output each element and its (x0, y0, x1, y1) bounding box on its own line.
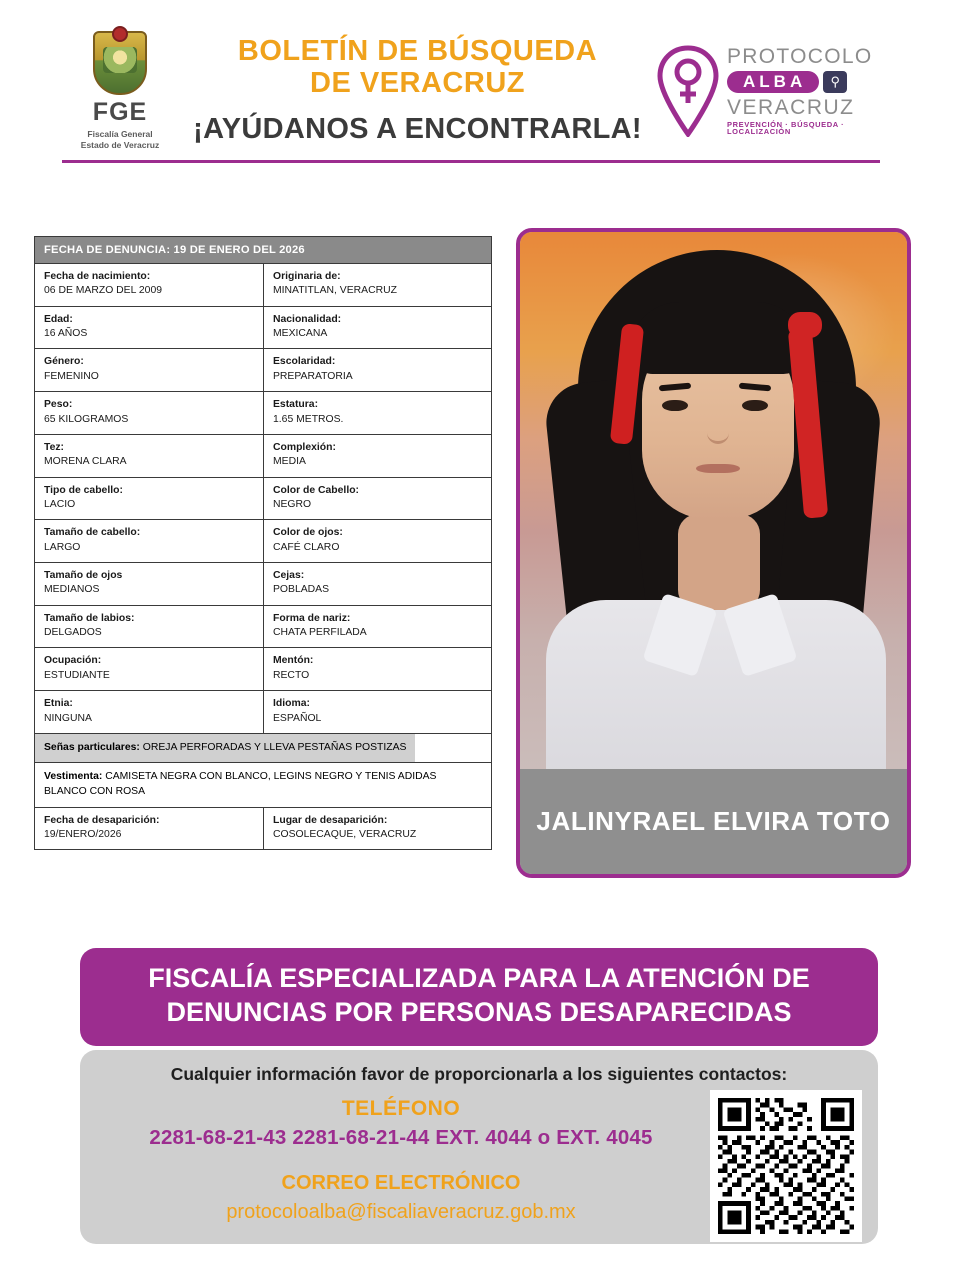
missing-person-name-bar (520, 769, 907, 874)
search-icon: ⚲ (823, 71, 847, 93)
photo-neck (678, 514, 760, 610)
venus-pin-icon (655, 45, 721, 137)
field-label: Tamaño de ojos (44, 570, 123, 582)
field-tamano-cabello (35, 520, 263, 562)
field-label: Tez: (44, 441, 65, 453)
table-row (35, 264, 491, 307)
bulletin-title-line1: BOLETÍN DE BÚSQUEDA (237, 34, 598, 67)
header-titles (180, 35, 655, 147)
field-nacionalidad (263, 307, 491, 349)
field-label: Color de ojos: (273, 527, 343, 539)
table-row (35, 808, 491, 850)
field-estatura (263, 392, 491, 434)
field-label: Edad: (44, 313, 73, 325)
field-value: POBLADAS (273, 584, 330, 596)
contact-details (96, 1097, 706, 1224)
email-label: CORREO ELECTRÓNICO (281, 1171, 521, 1194)
field-value: CAMISETA NEGRA CON BLANCO, LEGINS NEGRO Y TENIS ADIDAS BLANCO CON ROSA (44, 771, 437, 798)
field-label: Tamaño de labios: (44, 612, 135, 624)
table-row (35, 763, 491, 807)
field-label: Tamaño de cabello: (44, 527, 141, 539)
table-row (35, 435, 491, 478)
field-menton (263, 648, 491, 690)
alba-tagline: PREVENCIÓN · BÚSQUEDA · LOCALIZACIÓN (727, 119, 845, 136)
field-label: Lugar de desaparición: (273, 814, 388, 826)
field-value: FEMENINO (44, 370, 99, 382)
table-row (35, 349, 491, 392)
field-value: LARGO (44, 541, 81, 553)
field-vestimenta (35, 763, 491, 806)
field-fecha-nacimiento (35, 264, 263, 306)
record-table (34, 236, 492, 850)
field-value: MINATITLAN, VERACRUZ (273, 285, 397, 297)
field-lugar-desaparicion (263, 808, 491, 850)
field-tipo-cabello (35, 478, 263, 520)
alba-wordmark (727, 46, 900, 136)
field-label: Color de Cabello: (273, 484, 360, 496)
field-value: CHATA PERFILADA (273, 627, 367, 639)
field-label: Género: (44, 356, 84, 368)
field-label: Mentón: (273, 655, 314, 667)
photo-eye-right (742, 400, 768, 411)
missing-person-name: JALINYRAEL ELVIRA TOTO (536, 806, 891, 836)
field-tamano-labios (35, 606, 263, 648)
field-value: RECTO (273, 669, 310, 681)
field-label: Originaria de: (273, 271, 341, 282)
contact-body (80, 1050, 878, 1244)
field-escolaridad (263, 349, 491, 391)
field-label: Cejas: (273, 570, 305, 582)
field-tamano-ojos (35, 563, 263, 605)
photo-mouth (696, 464, 740, 473)
field-value: MEDIANOS (44, 584, 100, 596)
field-originaria-de (263, 264, 491, 306)
fge-org-name (81, 129, 159, 150)
fiscalia-banner-line1: FISCALÍA ESPECIALIZADA PARA LA ATENCIÓN DE (148, 963, 810, 993)
field-label: Fecha de desaparición: (44, 814, 160, 826)
field-label: Vestimenta: (44, 771, 103, 783)
field-value: LACIO (44, 498, 76, 510)
email-address[interactable]: protocoloalba@fiscaliaveracruz.gob.mx (226, 1200, 576, 1223)
photo-eye-left (662, 400, 688, 411)
phone-label: TELÉFONO (341, 1096, 461, 1120)
photo-shirt (546, 600, 886, 777)
table-row (35, 648, 491, 691)
field-value: OREJA PERFORADAS Y LLEVA PESTAÑAS POSTIZAS (142, 741, 407, 753)
alba-pill-text: ALBA (727, 71, 819, 93)
field-ocupacion (35, 648, 263, 690)
qr-code[interactable] (710, 1090, 862, 1242)
contact-lead-text: Cualquier información favor de proporcionarla a los siguientes contactos: (170, 1063, 788, 1084)
field-value: ESTUDIANTE (44, 669, 110, 681)
table-row (35, 563, 491, 606)
field-label: Etnia: (44, 698, 73, 710)
field-label: Ocupación: (44, 655, 102, 667)
field-fecha-desaparicion (35, 808, 263, 850)
field-label: Tipo de cabello: (44, 484, 123, 496)
field-value: NINGUNA (44, 712, 92, 724)
field-idioma (263, 691, 491, 733)
field-etnia (35, 691, 263, 733)
bulletin-subtitle: ¡AYÚDANOS A ENCONTRARLA! (193, 113, 642, 146)
table-row (35, 691, 491, 734)
field-label: Peso: (44, 399, 73, 411)
field-label: Forma de nariz: (273, 612, 351, 624)
fiscalia-banner-line2: DENUNCIAS POR PERSONAS DESAPARECIDAS (166, 996, 792, 1027)
field-complexion (263, 435, 491, 477)
field-label: Estatura: (273, 399, 319, 411)
field-peso (35, 392, 263, 434)
fge-logo (60, 31, 180, 150)
bulletin-title-line2: DE VERACRUZ (310, 67, 525, 99)
alba-protocolo-text: PROTOCOLO (727, 44, 873, 68)
field-label: Fecha de nacimiento: (44, 271, 151, 282)
field-label: Idioma: (273, 698, 310, 710)
field-value: 1.65 METROS. (273, 413, 344, 425)
field-value: MEXICANA (273, 328, 328, 340)
report-date-header: FECHA DE DENUNCIA: 19 DE ENERO DEL 2026 (35, 237, 491, 264)
fge-org-name-line2: Estado de Veracruz (80, 139, 160, 150)
phone-numbers[interactable]: 2281-68-21-43 2281-68-21-44 EXT. 4044 o EXT. 4045 (149, 1125, 653, 1149)
field-value: 06 DE MARZO DEL 2009 (44, 285, 163, 297)
field-value: CAFÉ CLARO (273, 541, 340, 553)
field-label: Señas particulares: (44, 741, 140, 753)
field-value: MEDIA (273, 456, 306, 468)
table-row (35, 307, 491, 350)
field-cejas (263, 563, 491, 605)
field-senas-particulares (35, 734, 415, 763)
table-row (35, 392, 491, 435)
field-value: 65 KILOGRAMOS (44, 413, 129, 425)
fge-org-name-line1: Fiscalía General (87, 128, 153, 139)
table-row (35, 478, 491, 521)
field-forma-nariz (263, 606, 491, 648)
field-color-ojos (263, 520, 491, 562)
field-color-cabello (263, 478, 491, 520)
fiscalia-banner (80, 948, 878, 1046)
field-value: 16 AÑOS (44, 328, 88, 340)
coat-of-arms-icon (93, 31, 147, 95)
field-label: Nacionalidad: (273, 313, 342, 325)
field-value: DELGADOS (44, 627, 102, 639)
table-row (35, 520, 491, 563)
missing-person-photo (520, 232, 907, 777)
field-value: MORENA CLARA (44, 456, 127, 468)
field-value: 19/ENERO/2026 (44, 828, 122, 840)
alba-badge-row (727, 71, 900, 93)
field-value: PREPARATORIA (273, 370, 353, 382)
field-label: Escolaridad: (273, 356, 336, 368)
field-label: Complexión: (273, 441, 336, 453)
field-value: ESPAÑOL (273, 712, 322, 724)
field-value: NEGRO (273, 498, 312, 510)
contact-footer (80, 948, 878, 1244)
fge-acronym: FGE (92, 97, 148, 126)
page-header (60, 18, 900, 163)
field-edad (35, 307, 263, 349)
field-genero (35, 349, 263, 391)
table-row (35, 734, 491, 764)
missing-person-photo-card (516, 228, 911, 878)
field-tez (35, 435, 263, 477)
alba-veracruz-text: VERACRUZ (727, 95, 855, 119)
table-row (35, 606, 491, 649)
header-divider (62, 160, 880, 163)
protocolo-alba-logo (655, 45, 900, 137)
photo-bangs (630, 302, 806, 374)
field-value: COSOLECAQUE, VERACRUZ (273, 828, 417, 840)
